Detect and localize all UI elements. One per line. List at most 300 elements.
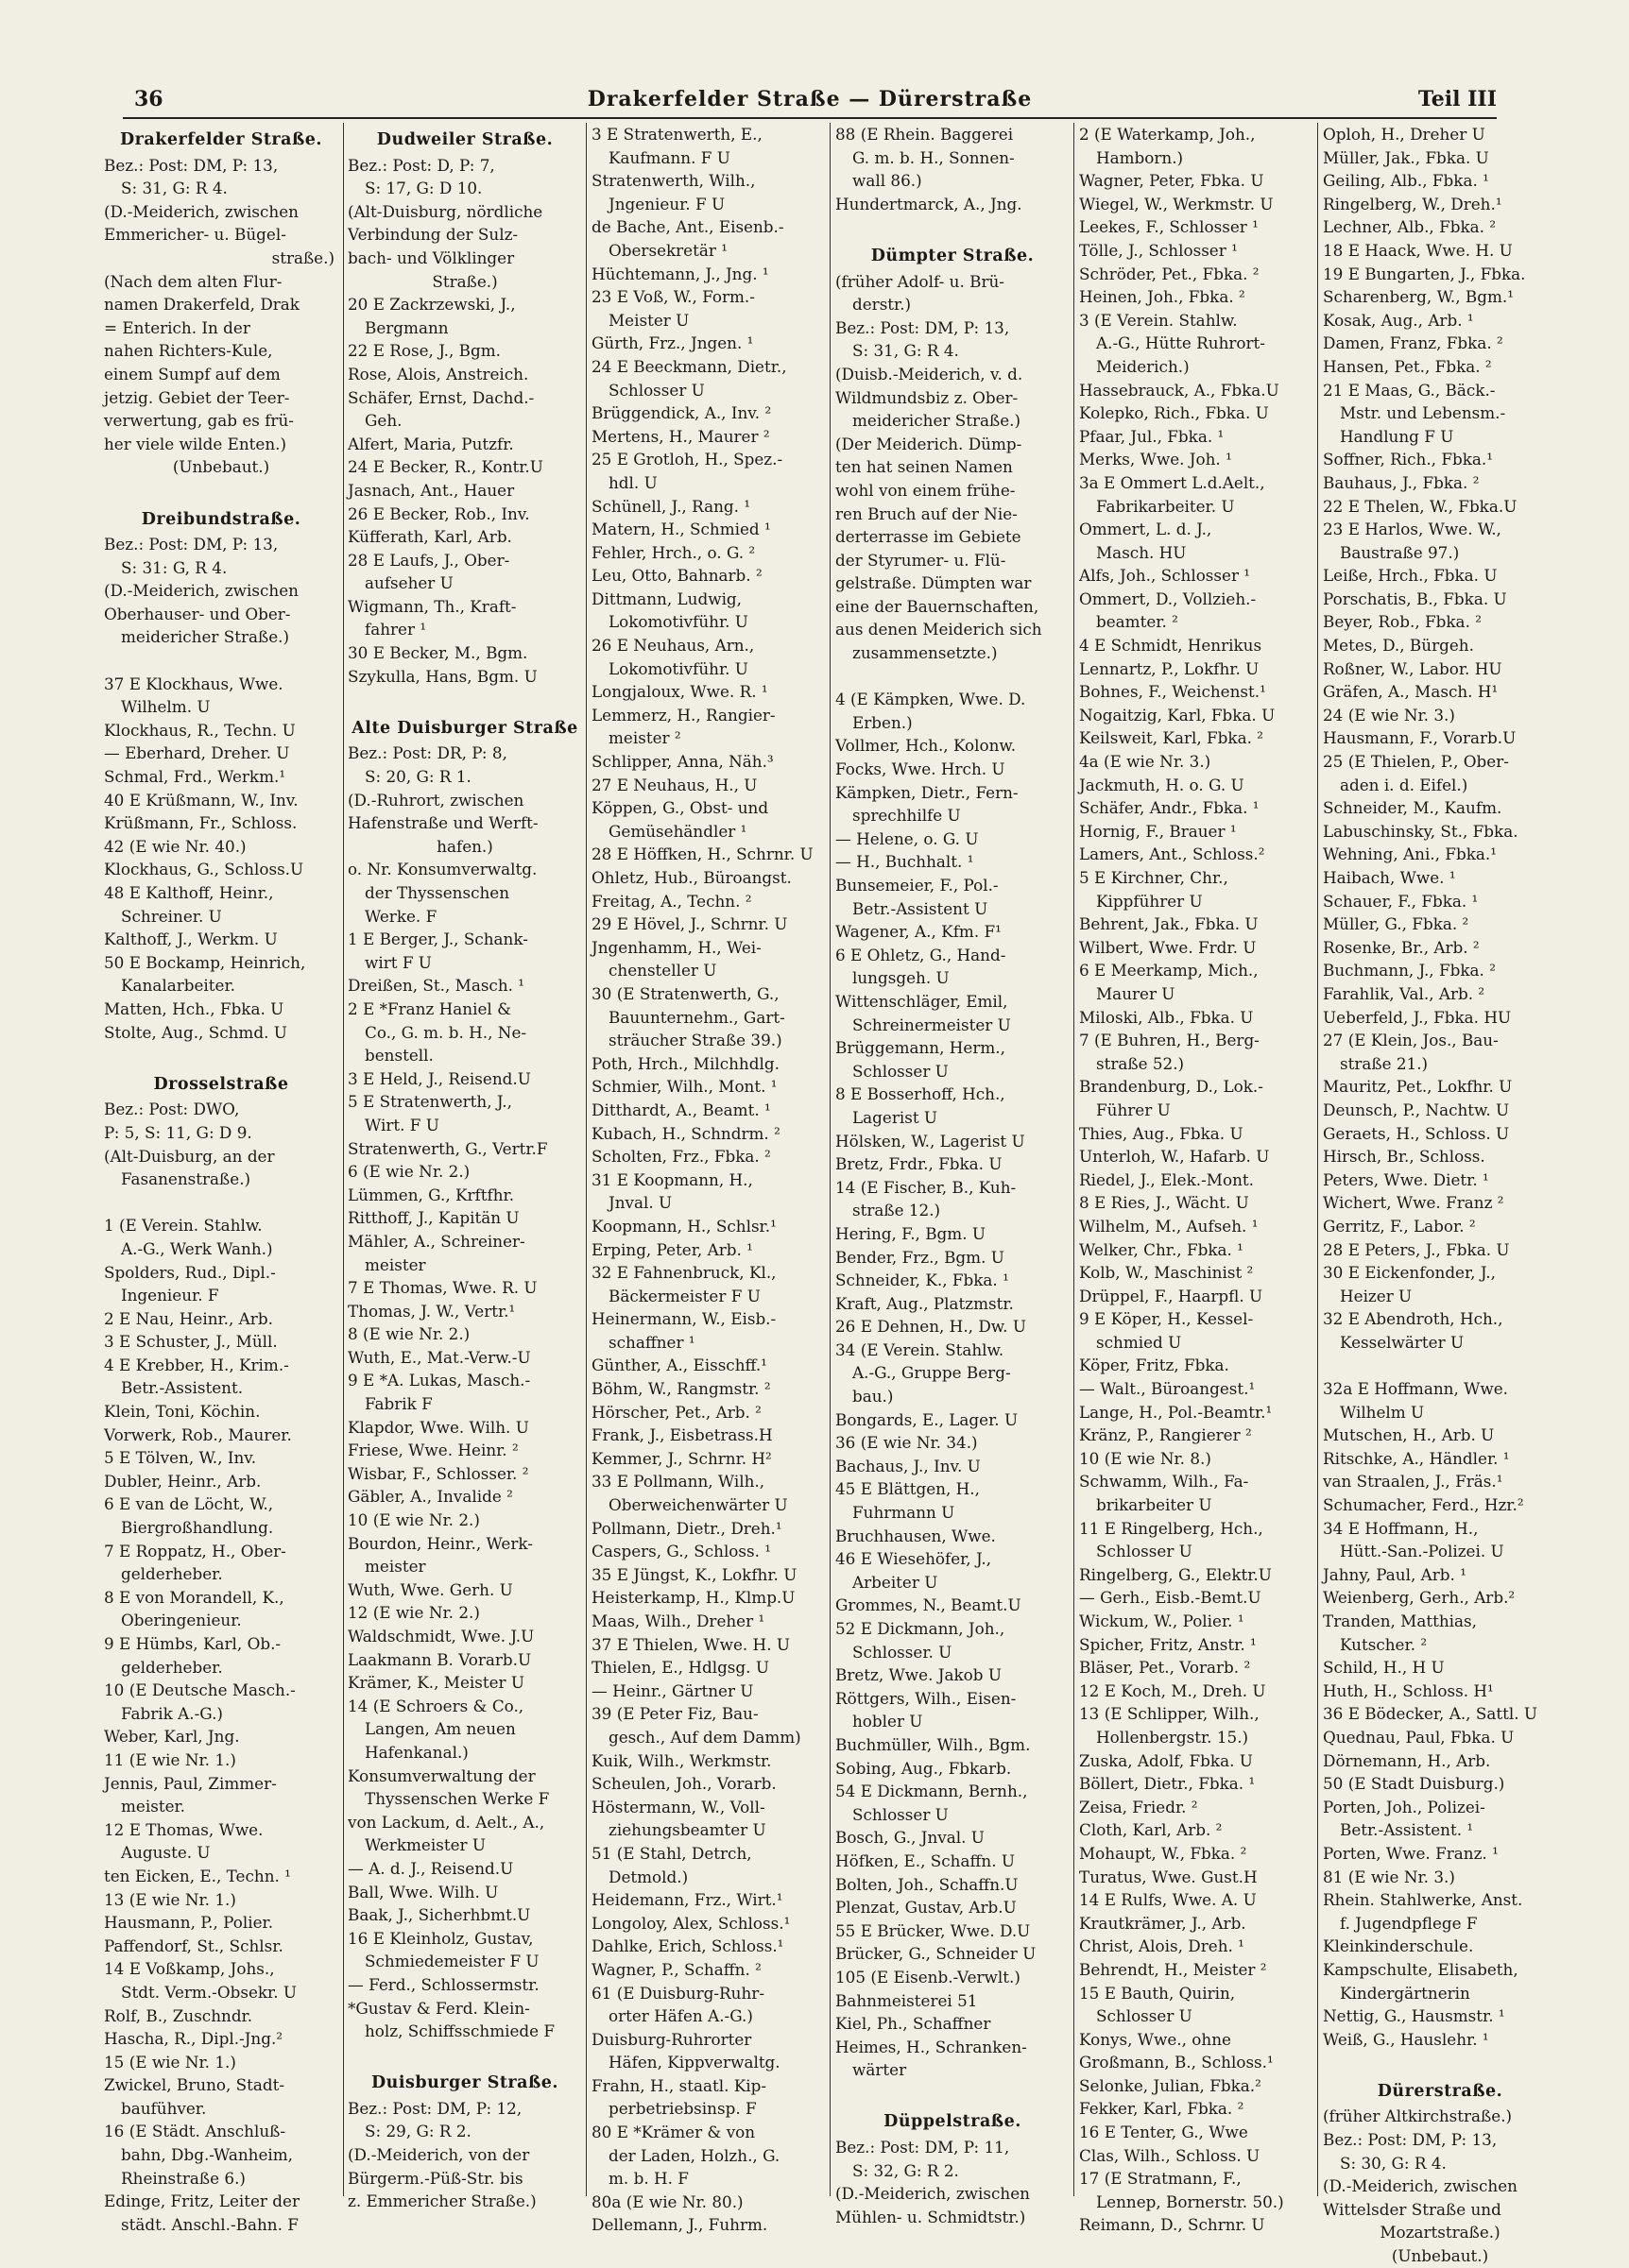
directory-entry: Poth, Hrch., Milchhdlg. — [592, 1053, 780, 1073]
directory-entry: Kutscher. ² — [1340, 1634, 1428, 1654]
column-4 — [835, 123, 1070, 2226]
directory-entry: 5 E Stratenwerth, J., — [348, 1092, 512, 1112]
directory-entry: Hansen, Pet., Fbka. ² — [1323, 356, 1492, 376]
directory-entry: benstell. — [365, 1046, 434, 1066]
directory-entry: Scheulen, Joh., Vorarb. — [592, 1774, 777, 1794]
directory-entry: S: 30, G: R 4. — [1340, 2153, 1447, 2173]
directory-entry: 48 E Kalthoff, Heinr., — [104, 883, 274, 902]
directory-entry: Heimes, H., Schranken- — [835, 2037, 1027, 2056]
directory-entry: Jahny, Paul, Arb. ¹ — [1323, 1564, 1466, 1584]
directory-entry: Hölsken, W., Lagerist U — [835, 1131, 1025, 1151]
directory-entry: — Ferd., Schlossermstr. — [348, 1974, 540, 1994]
directory-entry: z. Emmericher Straße.) — [348, 2191, 537, 2211]
directory-entry: Wuth, Wwe. Gerh. U — [348, 1579, 513, 1599]
directory-entry: 7 E Roppatz, H., Ober- — [104, 1541, 286, 1560]
directory-entry: Laakmann B. Vorarb.U — [348, 1649, 532, 1669]
directory-entry: Peters, Wwe. Dietr. ¹ — [1323, 1169, 1489, 1189]
directory-entry: gesch., Auf dem Damm) — [609, 1727, 801, 1747]
directory-entry: Wilhelm. U — [121, 697, 211, 717]
directory-entry: Baustraße 97.) — [1340, 542, 1460, 562]
directory-entry: Küfferath, Karl, Arb. — [348, 527, 512, 547]
street-heading: Alte Duisburger Straße — [352, 718, 578, 738]
directory-entry: Behrendt, H., Meister ² — [1079, 1959, 1267, 1979]
directory-entry: Baak, J., Sicherhbmt.U — [348, 1905, 531, 1925]
directory-entry: Brüggendick, A., Inv. ² — [592, 403, 772, 423]
directory-entry: (D.-Meiderich, zwischen — [835, 2184, 1030, 2204]
directory-entry: Grommes, N., Beamt.U — [835, 1595, 1021, 1615]
directory-entry: 32 E Fahnenbruck, Kl., — [592, 1263, 777, 1283]
directory-entry: A.-G., Werk Wanh.) — [121, 1238, 273, 1258]
column-divider — [830, 123, 831, 2196]
directory-entry — [348, 688, 582, 711]
directory-entry: 30 (E Stratenwerth, G., — [592, 983, 780, 1003]
directory-entry: 10 (E wie Nr. 8.) — [1079, 1448, 1211, 1468]
directory-entry: 9 E Köper, H., Kessel- — [1079, 1309, 1254, 1329]
directory-entry: 19 E Bungarten, J., Fbka. — [1323, 264, 1526, 283]
directory-entry: Heinermann, W., Eisb.- — [592, 1309, 777, 1329]
directory-entry: Bez.: Post: DM, P: 13, — [104, 535, 279, 554]
directory-entry: Buchmüller, Wilh., Bgm. — [835, 1734, 1031, 1754]
directory-entry: (Unbebaut.) — [1391, 2246, 1489, 2266]
directory-entry: 7 E Thomas, Wwe. R. U — [348, 1278, 538, 1298]
directory-entry: 10 (E wie Nr. 2.) — [348, 1510, 480, 1530]
directory-entry: 24 (E wie Nr. 3.) — [1323, 705, 1455, 725]
directory-entry: gelderheber. — [121, 1657, 223, 1677]
directory-entry: Schlosser U — [852, 1804, 949, 1824]
directory-entry: derterrasse im Gebiete — [835, 527, 1021, 547]
directory-entry: Detmold.) — [609, 1867, 689, 1886]
directory-entry: Leu, Otto, Bahnarb. ² — [592, 566, 763, 586]
directory-entry: Schneider, K., Fbka. ¹ — [835, 1270, 1009, 1290]
directory-entry: Köppen, G., Obst- und — [592, 798, 769, 818]
directory-entry: Ommert, L. d. J., — [1079, 520, 1212, 539]
directory-entry: 61 (E Duisburg-Ruhr- — [592, 1983, 764, 2003]
directory-entry: m. b. H. F — [609, 2169, 689, 2189]
directory-entry: verwertung, gab es frü- — [104, 411, 294, 431]
directory-entry: Maurer U — [1096, 983, 1175, 1003]
directory-entry: Porschatis, B., Fbka. U — [1323, 588, 1507, 608]
directory-entry: Edinge, Fritz, Leiter der — [104, 2191, 300, 2211]
column-divider — [1317, 123, 1318, 2196]
directory-entry: (Unbebaut.) — [172, 457, 270, 477]
street-heading: Dümpter Straße. — [870, 246, 1035, 265]
directory-entry: Fabrik F — [365, 1394, 433, 1414]
directory-entry: Schmal, Frd., Werkm.¹ — [104, 767, 286, 787]
directory-entry: Mähler, A., Schreiner- — [348, 1231, 525, 1251]
directory-entry: — Helene, o. G. U — [835, 828, 979, 848]
directory-entry: (früher Adolf- u. Brü- — [835, 271, 1004, 291]
directory-entry: Schünell, J., Rang. ¹ — [592, 496, 751, 516]
directory-entry: einem Sumpf auf dem — [104, 364, 281, 384]
directory-entry: Ritthoff, J., Kapitän U — [348, 1208, 520, 1228]
directory-entry: Bretz, Wwe. Jakob U — [835, 1665, 1002, 1685]
directory-entry: straße.) — [271, 247, 334, 267]
directory-entry: Lennartz, P., Lokfhr. U — [1079, 658, 1260, 678]
directory-entry: 31 E Koopmann, H., — [592, 1169, 753, 1189]
directory-entry: Matern, H., Schmied ¹ — [592, 520, 771, 539]
directory-entry: Fabrik A.-G.) — [121, 1703, 223, 1723]
directory-entry: S: 31, G: R 4. — [121, 179, 228, 198]
directory-entry: der Laden, Holzh., G. — [609, 2145, 780, 2165]
directory-entry: Krüßmann, Fr., Schloss. — [104, 813, 298, 833]
directory-entry: 24 E Beeckmann, Dietr., — [592, 356, 787, 376]
directory-entry: — Gerh., Eisb.-Bemt.U — [1079, 1588, 1261, 1608]
directory-entry: Bez.: Post: DM, P: 12, — [348, 2098, 523, 2118]
directory-entry: sträucher Straße 39.) — [609, 1031, 782, 1050]
directory-entry: Schild, H., H U — [1323, 1658, 1445, 1678]
directory-entry: G. m. b. H., Sonnen- — [852, 147, 1015, 167]
directory-entry: Welker, Chr., Fbka. ¹ — [1079, 1239, 1243, 1259]
directory-entry: Lechner, Alb., Fbka. ² — [1323, 217, 1497, 237]
directory-entry: Wirt. F U — [365, 1115, 439, 1134]
directory-entry: Drüppel, F., Haarpfl. U — [1079, 1286, 1263, 1305]
directory-entry: Porten, Joh., Polizei- — [1323, 1797, 1485, 1816]
directory-entry: bau.) — [852, 1387, 894, 1407]
directory-entry: Weiß, G., Hauslehr. ¹ — [1323, 2029, 1489, 2049]
directory-entry: 50 (E Stadt Duisburg.) — [1323, 1774, 1505, 1794]
directory-entry: Behrent, Jak., Fbka. U — [1079, 914, 1259, 934]
directory-entry: Brüggemann, Herm., — [835, 1038, 1005, 1058]
directory-entry: 2 E *Franz Haniel & — [348, 998, 512, 1018]
directory-entry: aus denen Meiderich sich — [835, 620, 1042, 639]
directory-entry: Obersekretär ¹ — [609, 240, 728, 260]
column-divider — [1073, 123, 1074, 2196]
directory-entry: 14 E Rulfs, Wwe. A. U — [1079, 1890, 1257, 1910]
directory-entry: *Gustav & Ferd. Klein- — [348, 1998, 530, 2018]
street-heading: Düppelstraße. — [883, 2112, 1021, 2132]
directory-entry — [835, 2082, 1070, 2106]
directory-entry: Lange, H., Pol.-Beamtr.¹ — [1079, 1402, 1273, 1422]
directory-entry: ren Bruch auf der Nie- — [835, 503, 1018, 523]
directory-entry: Duisburg-Ruhrorter — [592, 2029, 752, 2049]
page-header — [123, 87, 1497, 121]
directory-entry: A.-G., Gruppe Berg- — [852, 1363, 1011, 1383]
directory-entry: 26 E Becker, Rob., Inv. — [348, 503, 530, 523]
directory-entry: Geiling, Alb., Fbka. ¹ — [1323, 171, 1489, 191]
directory-entry: bach- und Völklinger — [348, 247, 515, 267]
directory-entry: (D.-Meiderich, zwischen — [104, 581, 299, 601]
directory-entry: 22 E Rose, J., Bgm. — [348, 341, 501, 361]
directory-entry: 55 E Brücker, Wwe. D.U — [835, 1920, 1031, 1940]
directory-entry: Spicher, Fritz, Anstr. ¹ — [1079, 1634, 1257, 1654]
directory-entry: Höfken, E., Schaffn. U — [835, 1850, 1016, 1870]
directory-entry: Rolf, B., Zuschndr. — [104, 2005, 253, 2025]
directory-entry: 18 E Haack, Wwe. H. U — [1323, 240, 1513, 260]
directory-entry: perbetriebsinsp. F — [609, 2099, 757, 2119]
directory-entry: 3a E Ommert L.d.Aelt., — [1079, 472, 1265, 492]
directory-entry: Leekes, F., Schlosser ¹ — [1079, 217, 1259, 237]
directory-entry: Schumacher, Ferd., Hzr.² — [1323, 1495, 1524, 1515]
directory-entry: Plenzat, Gustav, Arb.U — [835, 1898, 1017, 1918]
directory-entry: wirt F U — [365, 952, 432, 972]
directory-entry: schaffner ¹ — [609, 1332, 695, 1352]
directory-entry: 9 E Hümbs, Karl, Ob.- — [104, 1634, 282, 1653]
directory-entry: Ingenieur. F — [121, 1286, 219, 1305]
directory-entry: 28 E Laufs, J., Ober- — [348, 550, 510, 570]
directory-entry: wohl von einem frühe- — [835, 480, 1016, 500]
directory-entry — [1323, 2051, 1557, 2074]
directory-entry: Rheinstraße 6.) — [121, 2168, 246, 2188]
directory-entry: Jasnach, Ant., Hauer — [348, 480, 515, 500]
directory-entry: Alfert, Maria, Putzfr. — [348, 434, 514, 453]
directory-entry: Bunsemeier, F., Pol.- — [835, 876, 999, 895]
directory-entry: — Eberhard, Dreher. U — [104, 743, 290, 763]
directory-entry: straße 21.) — [1340, 1053, 1429, 1073]
directory-entry: 20 E Zackrzewski, J., — [348, 295, 516, 315]
directory-entry: Hornig, F., Brauer ¹ — [1079, 821, 1237, 841]
directory-entry: jetzig. Gebiet der Teer- — [104, 387, 290, 407]
directory-entry: aden i. d. Eifel.) — [1340, 775, 1468, 794]
directory-entry: gelderheber. — [121, 1564, 223, 1584]
directory-entry: Selonke, Julian, Fbka.² — [1079, 2075, 1261, 2095]
directory-entry: nahen Richters-Kule, — [104, 341, 273, 361]
street-heading: Dudweiler Straße. — [376, 130, 554, 149]
directory-entry: 28 E Höffken, H., Schrnr. U — [592, 844, 814, 864]
directory-entry: Konys, Wwe., ohne — [1079, 2029, 1231, 2049]
directory-entry: bahn, Dbg.-Wanheim, — [121, 2145, 294, 2165]
directory-entry: 8 E von Morandell, K., — [104, 1587, 284, 1607]
directory-entry: Heizer U — [1340, 1286, 1413, 1305]
directory-entry: lungsgeh. U — [852, 968, 950, 988]
directory-entry: Fuhrmann U — [852, 1503, 955, 1523]
directory-entry: 16 E Tenter, G., Wwe — [1079, 2123, 1248, 2142]
directory-entry: Dreißen, St., Masch. ¹ — [348, 976, 525, 996]
directory-entry: Oberweichenwärter U — [609, 1495, 788, 1515]
directory-entry: 30 E Becker, M., Bgm. — [348, 643, 528, 663]
directory-entry: holz, Schiffsschmiede F — [365, 2021, 556, 2041]
directory-entry: Gerritz, F., Labor. ² — [1323, 1216, 1476, 1236]
directory-entry: 6 (E wie Nr. 2.) — [348, 1162, 471, 1182]
directory-entry: — Heinr., Gärtner U — [592, 1680, 754, 1700]
directory-entry: Gräfen, A., Masch. H¹ — [1323, 682, 1499, 702]
directory-entry: 32a E Hoffmann, Wwe. — [1323, 1379, 1509, 1399]
directory-entry: meister — [365, 1557, 426, 1577]
directory-entry: der Thyssenschen — [365, 883, 510, 902]
directory-entry: Vorwerk, Rob., Maurer. — [104, 1424, 292, 1444]
directory-entry: Kolb, W., Maschinist ² — [1079, 1263, 1254, 1283]
directory-entry: Rhein. Stahlwerke, Anst. — [1323, 1890, 1523, 1910]
directory-entry: Langen, Am neuen — [365, 1719, 516, 1739]
directory-entry: Christ, Alois, Dreh. ¹ — [1079, 1936, 1244, 1956]
directory-entry: Paffendorf, St., Schlsr. — [104, 1935, 283, 1955]
directory-entry: Pfaar, Jul., Fbka. ¹ — [1079, 426, 1225, 446]
directory-entry: Auguste. U — [121, 1843, 211, 1863]
directory-entry: (früher Altkirchstraße.) — [1323, 2106, 1513, 2126]
directory-entry: 4 E Schmidt, Henrikus — [1079, 636, 1262, 656]
directory-entry — [104, 1044, 338, 1067]
directory-entry: Kuik, Wilh., Werkmstr. — [592, 1750, 772, 1770]
directory-entry: Hascha, R., Dipl.-Jng.² — [104, 2029, 283, 2049]
directory-entry: Scholten, Frz., Fbka. ² — [592, 1147, 771, 1167]
directory-entry: Thomas, J. W., Vertr.¹ — [348, 1301, 516, 1321]
directory-entry: 16 E Kleinholz, Gustav, — [348, 1928, 534, 1948]
directory-entry: Kanalarbeiter. — [121, 976, 235, 996]
directory-entry: 54 E Dickmann, Bernh., — [835, 1782, 1028, 1801]
directory-entry: Bruchhausen, Wwe. — [835, 1526, 996, 1545]
directory-entry: Schmier, Wilh., Mont. ¹ — [592, 1077, 778, 1097]
directory-entry: Führer U — [1096, 1100, 1171, 1119]
directory-entry: Bongards, E., Lager. U — [835, 1409, 1019, 1429]
directory-entry: Longoloy, Alex, Schloss.¹ — [592, 1913, 791, 1933]
directory-entry: Labuschinsky, St., Fbka. — [1323, 821, 1518, 841]
directory-entry: Huth, H., Schloss. H¹ — [1323, 1680, 1494, 1700]
directory-entry: Oploh, H., Dreher U — [1323, 125, 1485, 144]
directory-entry: Wuth, E., Mat.-Verw.-U — [348, 1347, 531, 1367]
directory-entry: Lümmen, G., Krftfhr. — [348, 1185, 515, 1204]
directory-entry: Zuska, Adolf, Fbka. U — [1079, 1750, 1253, 1770]
directory-entry: Beyer, Rob., Fbka. ² — [1323, 612, 1482, 632]
directory-entry: Kaufmann. F U — [609, 147, 730, 167]
directory-entry: Wichert, Wwe. Franz ² — [1323, 1193, 1504, 1213]
column-3 — [592, 123, 826, 2235]
directory-entry: Caspers, G., Schloss. ¹ — [592, 1542, 772, 1561]
directory-entry: Bez.: Post: DM, P: 13, — [104, 155, 279, 175]
directory-entry: Werke. F — [365, 906, 437, 926]
directory-entry: Ball, Wwe. Wilh. U — [348, 1882, 499, 1901]
directory-entry: Klein, Toni, Köchin. — [104, 1402, 261, 1422]
directory-entry: 1 (E Verein. Stahlw. — [104, 1216, 263, 1236]
directory-entry: hdl. U — [609, 472, 658, 492]
directory-entry: Damen, Franz, Fbka. ² — [1323, 333, 1503, 353]
directory-entry: 15 (E wie Nr. 1.) — [104, 2052, 236, 2072]
directory-entry: Schäfer, Ernst, Dachd.- — [348, 387, 535, 407]
directory-entry: 29 E Hövel, J., Schrnr. U — [592, 914, 788, 934]
directory-entry: meister ² — [609, 728, 681, 748]
directory-entry: baufühver. — [121, 2098, 207, 2118]
directory-entry: 27 (E Klein, Jos., Bau- — [1323, 1031, 1499, 1050]
directory-entry: Heisterkamp, H., Klmp.U — [592, 1588, 796, 1608]
directory-entry: Hütt.-San.-Polizei. U — [1340, 1542, 1504, 1561]
directory-entry: 23 E Harlos, Wwe. W., — [1323, 520, 1501, 539]
directory-entry: 4 (E Kämpken, Wwe. D. — [835, 690, 1026, 709]
directory-entry: Focks, Wwe. Hrch. U — [835, 759, 1005, 779]
directory-entry: = Enterich. In der — [104, 317, 250, 337]
directory-entry: Oberhauser- und Ober- — [104, 604, 291, 623]
directory-entry: Jngenieur. F U — [609, 194, 726, 213]
directory-entry: Wiegel, W., Werkmstr. U — [1079, 194, 1274, 213]
directory-entry: Fekker, Karl, Fbka. ² — [1079, 2099, 1244, 2119]
directory-entry: derstr.) — [852, 295, 912, 315]
directory-entry: Freitag, A., Techn. ² — [592, 891, 752, 911]
directory-entry: Werkmeister U — [365, 1835, 486, 1855]
directory-entry: Kubach, H., Schndrm. ² — [592, 1123, 780, 1143]
directory-entry: Buchmann, J., Fbka. ² — [1323, 961, 1496, 981]
street-heading: Duisburger Straße. — [370, 2073, 559, 2093]
directory-entry: 34 (E Verein. Stahlw. — [835, 1339, 1004, 1359]
directory-entry: Thielen, E., Hdlgsg. U — [592, 1658, 769, 1678]
directory-entry: 12 E Koch, M., Dreh. U — [1079, 1680, 1266, 1700]
directory-entry: Alfs, Joh., Schlosser ¹ — [1079, 566, 1251, 586]
directory-entry: Emmericher- u. Bügel- — [104, 225, 286, 245]
directory-entry: Kosak, Aug., Arb. ¹ — [1323, 310, 1474, 330]
directory-entry: S: 31, G: R 4. — [852, 341, 959, 361]
directory-entry: 3 E Stratenwerth, E., — [592, 125, 763, 144]
directory-entry: 4a (E wie Nr. 3.) — [1079, 752, 1211, 772]
directory-entry: Heinen, Joh., Fbka. ² — [1079, 287, 1245, 307]
directory-entry: sprechhilfe U — [852, 806, 961, 826]
directory-entry: wall 86.) — [852, 171, 922, 191]
directory-entry: 105 (E Eisenb.-Verwlt.) — [835, 1967, 1020, 1987]
directory-entry: (Der Meiderich. Dümp- — [835, 434, 1022, 453]
directory-entry: Riedel, J., Elek.-Mont. — [1079, 1169, 1254, 1189]
directory-entry: 27 E Neuhaus, H., U — [592, 775, 758, 794]
directory-entry: Wickum, W., Polier. ¹ — [1079, 1611, 1244, 1630]
column-divider — [343, 123, 344, 2196]
directory-entry: Betr.-Assistent. ¹ — [1340, 1820, 1474, 1840]
directory-entry — [348, 2043, 582, 2067]
directory-entry: Roßner, W., Labor. HU — [1323, 658, 1502, 678]
directory-entry: Konsumverwaltung der — [348, 1765, 536, 1785]
directory-entry: — A. d. J., Reisend.U — [348, 1858, 514, 1878]
directory-entry: Mauritz, Pet., Lokfhr. U — [1323, 1077, 1513, 1097]
directory-entry: Klapdor, Wwe. Wilh. U — [348, 1417, 529, 1437]
directory-entry: Dahlke, Erich, Schloss.¹ — [592, 1936, 784, 1956]
directory-entry: — H., Buchhalt. ¹ — [835, 852, 974, 872]
directory-entry: 1 E Berger, J., Schank- — [348, 929, 528, 949]
directory-entry: 88 (E Rhein. Baggerei — [835, 125, 1014, 144]
directory-entry: Lokomotivführ. U — [609, 612, 748, 632]
directory-entry: 4 E Krebber, H., Krim.- — [104, 1355, 289, 1374]
directory-entry: 32 E Abendroth, Hch., — [1323, 1309, 1503, 1329]
directory-entry: Co., G. m. b. H., Ne- — [365, 1022, 527, 1042]
directory-entry: Hering, F., Bgm. U — [835, 1223, 986, 1243]
directory-entry: 17 (E Stratmann, F., — [1079, 2169, 1242, 2189]
directory-entry: Böllert, Dietr., Fbka. ¹ — [1079, 1774, 1256, 1794]
directory-entry: 8 (E wie Nr. 2.) — [348, 1324, 471, 1344]
directory-entry: meister. — [121, 1797, 186, 1816]
directory-entry: 8 E Bosserhoff, Hch., — [835, 1084, 1005, 1104]
directory-entry: 37 E Thielen, Wwe. H. U — [592, 1634, 791, 1654]
directory-entry: meister — [365, 1254, 426, 1274]
directory-entry: Arbeiter U — [852, 1572, 938, 1592]
directory-entry: S: 17, G: D 10. — [365, 179, 483, 198]
directory-entry: 14 (E Schroers & Co., — [348, 1696, 524, 1715]
directory-entry: 25 E Grotloh, H., Spez.- — [592, 450, 783, 469]
directory-entry: Mertens, H., Maurer ² — [592, 426, 770, 446]
directory-entry: hafen.) — [437, 836, 493, 856]
column-5 — [1079, 123, 1313, 2235]
directory-entry: Bauunternehm., Gart- — [609, 1007, 785, 1027]
directory-entry: Gürth, Frz., Jngen. ¹ — [592, 333, 754, 353]
directory-entry: Mozartstraße.) — [1380, 2223, 1500, 2242]
directory-entry: 46 E Wiesehöfer, J., — [835, 1549, 992, 1569]
directory-entry: Kalthoff, J., Werkm. U — [104, 929, 278, 949]
directory-entry: 80 E *Krämer & von — [592, 2123, 756, 2142]
directory-entry: Koopmann, H., Schlsr.¹ — [592, 1216, 777, 1236]
columns-area — [104, 123, 1553, 2266]
directory-entry: Höstermann, W., Voll- — [592, 1797, 765, 1816]
directory-entry: 28 E Peters, J., Fbka. U — [1323, 1239, 1510, 1259]
directory-entry: Bosch, G., Jnval. U — [835, 1828, 985, 1848]
directory-entry: Bez.: Post: DM, P: 13, — [1323, 2130, 1498, 2150]
directory-entry: Reimann, D., Schrnr. U — [1079, 2215, 1265, 2235]
directory-entry: 5 E Kirchner, Chr., — [1079, 868, 1228, 887]
directory-entry: 14 (E Fischer, B., Kuh- — [835, 1177, 1017, 1197]
directory-entry: Stratenwerth, Wilh., — [592, 171, 756, 191]
directory-entry: Wagner, Peter, Fbka. U — [1079, 171, 1264, 191]
directory-entry: 50 E Bockamp, Heinrich, — [104, 952, 306, 972]
directory-entry: Quednau, Paul, Fbka. U — [1323, 1727, 1515, 1747]
directory-entry: Bez.: Post: DM, P: 13, — [835, 317, 1010, 337]
directory-entry: 26 E Neuhaus, Arn., — [592, 636, 755, 656]
directory-entry: Waldschmidt, Wwe. J.U — [348, 1627, 535, 1646]
directory-entry: 25 (E Thielen, P., Ober- — [1323, 752, 1509, 772]
directory-entry: Ringelberg, G., Elektr.U — [1079, 1564, 1272, 1584]
directory-entry: Verbindung der Sulz- — [348, 225, 519, 245]
directory-entry: 10 (E Deutsche Masch.- — [104, 1680, 296, 1700]
directory-entry: zusammensetzte.) — [852, 643, 998, 663]
directory-entry: Wilhelm U — [1340, 1402, 1425, 1422]
